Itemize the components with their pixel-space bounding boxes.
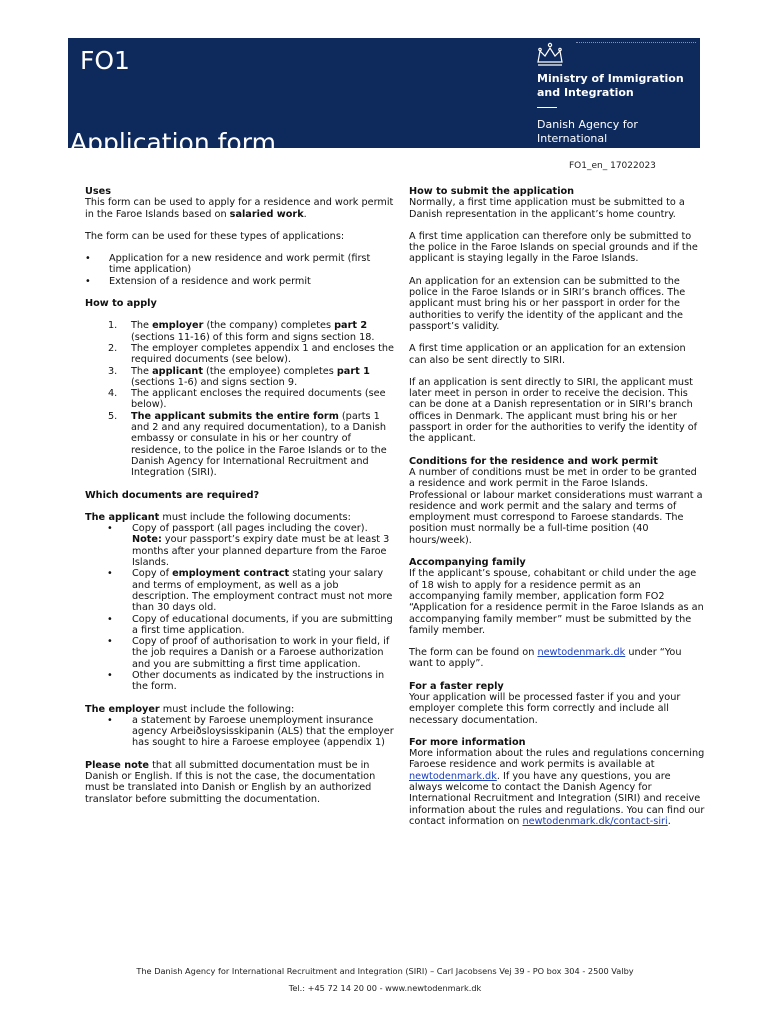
header-divider — [576, 42, 696, 43]
documents-heading: Which documents are required? — [85, 489, 260, 501]
submit-heading: How to submit the application — [409, 186, 575, 197]
right-column — [409, 186, 705, 827]
employer-intro: The employer must include the following: — [85, 703, 295, 715]
footer-address: The Danish Agency for International Recruitment and Integration (SIRI) – Carl Jacobsens Vej 39 - PO box 304 - 2500 Valby — [136, 966, 634, 976]
contact-siri-link[interactable]: newtodenmark.dk/contact-siri — [522, 815, 668, 827]
list-item: • Copy of educational documents, if you are submitting a first time application. — [85, 614, 395, 637]
family-paragraph: If the applicant’s spouse, cohabitant or child under the age of 18 wish to apply for a residence permit as an accompanying family member, application form FO2 “Application for a residence permit in the Faroe Islands as an accompanying family member” must be submitted by the family member. — [409, 568, 704, 636]
employer-documents-list — [85, 715, 395, 749]
submit-paragraph: If an application is sent directly to SIRI, the applicant must later meet in person in order to receive the decision. This can be done at a Danish representation or in SIRI’s branch offices in Denmark. The applicant must bring his or her passport in order for the authorities to verify the identity of the applicant. — [409, 376, 698, 445]
uses-heading: Uses — [85, 186, 111, 197]
conditions-heading: Conditions for the residence and work permit — [409, 455, 658, 467]
submit-paragraph: A first time application or an application for an extension can also be sent directly to SIRI. — [409, 343, 686, 366]
newtodenmark-link[interactable]: newtodenmark.dk — [537, 647, 626, 659]
step-item: 3. The applicant (the employee) completes part 1 (sections 1-6) and signs section 9. — [108, 365, 370, 388]
conditions-paragraph: A number of conditions must be met in order to be granted a residence and work permit in the Faroe Islands. Professional or labour market considerations must warrant a residence and work permit and the salary and terms of employment must correspond to Faroese standards. The position must normally be a full-time position (40 hours/week). — [409, 466, 703, 546]
step-item: 4. The applicant encloses the required documents (see below). — [108, 388, 386, 411]
translation-note: Please note that all submitted documentation must be in Danish or English. If this is not the case, the documentation must be translated into Danish or English by an authorized translator before submitting the documentation. — [85, 759, 376, 805]
list-item: • Application for a new residence and work permit (first time application) — [85, 253, 395, 276]
submit-paragraph: An application for an extension can be submitted to the police in the Faroe Islands or in SIRI’s branch offices. The applicant must bring his or her passport in order for the authorities to verify the identity of the applicant and the passport’s validity. — [409, 275, 686, 332]
more-info-heading: For more information — [409, 736, 526, 748]
form-code: FO1 — [80, 46, 130, 75]
royal-crown-icon — [534, 42, 566, 68]
list-item: • Copy of proof of authorisation to work in your field, if the job requires a Danish or a Faroese authorization and you are submitting a first time application. — [85, 636, 395, 670]
list-item: • Copy of employment contract stating your salary and terms of employment, as well as a job description. The employment contract must not more than 30 days old. — [85, 568, 395, 613]
applicant-intro: The applicant must include the following documents: — [85, 511, 351, 523]
how-to-apply-heading: How to apply — [85, 298, 157, 310]
steps-list — [85, 320, 395, 478]
uses-paragraph: This form can be used to apply for a residence and work permit in the Faroe Islands based on salaried work. — [85, 197, 394, 220]
document-reference: FO1_en_ 17022023 — [569, 161, 656, 171]
types-intro: The form can be used for these types of applications: — [85, 230, 345, 242]
family-heading: Accompanying family — [409, 557, 526, 569]
step-item: 1. The employer (the company) completes part 2 (sections 11-16) of this form and signs section 18. — [108, 320, 375, 343]
list-item: • Extension of a residence and work permit — [85, 276, 395, 287]
faster-reply-heading: For a faster reply — [409, 680, 504, 692]
faster-reply-paragraph: Your application will be processed faster if you and your employer complete this form correctly and include all necessary documentation. — [409, 691, 681, 726]
header-dash — [537, 107, 557, 108]
form-location-paragraph: The form can be found on newtodenmark.dk under “You want to apply”. — [409, 647, 682, 670]
footer-contact: Tel.: +45 72 14 20 00 - www.newtodenmark.dk — [288, 983, 482, 993]
submit-paragraph: Normally, a first time application must be submitted to a Danish representation in the applicant’s home country. — [409, 197, 685, 220]
step-item: 5. The applicant submits the entire form (parts 1 and 2 and any required documentation), to a Danish embassy or consulate in his or her country of residence, to the police in the Faroe Islands or to the Danish Agency for International Recruitment and Integration (SIRI). — [108, 410, 387, 479]
list-item: • Copy of passport (all pages including the cover). Note: your passport’s expiry date must be at least 3 months after your planned departure from the Faroe Islands. — [85, 523, 395, 568]
agency-name: Danish Agency for International Recruitment and Integration — [537, 118, 693, 159]
ministry-name: Ministry of Immigration and Integration — [537, 72, 684, 99]
submit-paragraph: A first time application can therefore only be submitted to the police in the Faroe Islands on special grounds and if the applicant is staying legally in the Faroe Islands. — [409, 230, 698, 265]
left-column — [85, 186, 395, 805]
applicant-documents-list — [85, 523, 395, 692]
step-item: 2. The employer completes appendix 1 and encloses the required documents (see below). — [108, 342, 395, 366]
application-types-list — [85, 253, 395, 287]
header-banner — [68, 38, 700, 159]
form-title: Application form — [70, 128, 276, 157]
more-info-paragraph: More information about the rules and regulations concerning Faroese residence and work permits is available at newtodenmark.dk. If you have any questions, you are always welcome to contact the Danish Agency for International Recruitment and Integration (SIRI) and receive information about the rules and regulations. You can find our contact information on newtodenmark.dk/contact-siri. — [409, 748, 705, 827]
list-item: • a statement by Faroese unemployment insurance agency Arbeiðsloysisskipanin (ALS) that the employer has sought to hire a Faroese employee (appendix 1) — [85, 715, 395, 749]
list-item: • Other documents as indicated by the instructions in the form. — [85, 670, 395, 693]
newtodenmark-link[interactable]: newtodenmark.dk — [409, 770, 497, 782]
